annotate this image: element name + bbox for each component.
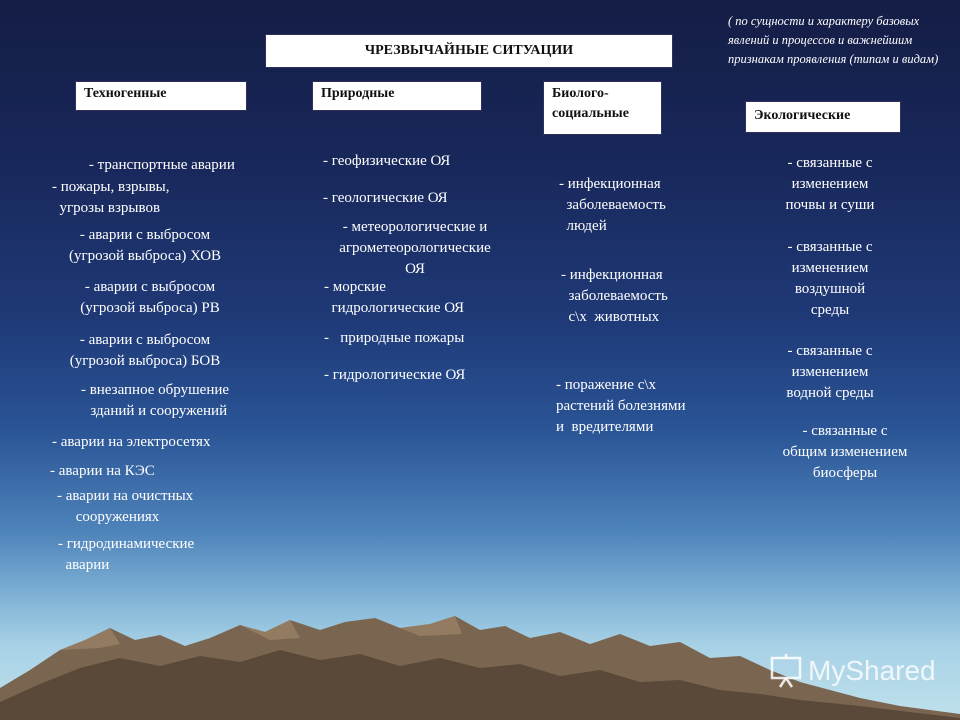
ecological-item: - связанные с изменением воздушной среды: [787, 239, 873, 318]
technogenic-item: - аварии с выбросом (угрозой выброса) РВ: [80, 279, 220, 316]
category-ecological: Экологические: [745, 101, 901, 133]
natural-item: - морские гидрологические ОЯ: [324, 279, 464, 316]
natural-item: - гидрологические ОЯ: [324, 367, 466, 383]
technogenic-item: - аварии на КЭС: [50, 463, 155, 479]
technogenic-item: - внезапное обрушение зданий и сооружений: [80, 382, 230, 419]
ecological-item: - связанные с изменением водной среды: [786, 343, 874, 401]
category-technogenic: Техногенные: [75, 81, 247, 111]
watermark: [770, 654, 936, 688]
technogenic-item: - пожары, взрывы, угрозы взрывов: [52, 179, 170, 216]
ecological-item: - связанные с общим изменением биосферы: [782, 423, 908, 481]
watermark-text: MyShared: [808, 655, 936, 686]
technogenic-item: - аварии на электросетях: [52, 434, 211, 450]
classification-note: ( по сущности и характеру базовых явлений и процессов и важнейшим признакам проявления (типам и видам): [728, 14, 939, 66]
natural-item: - природные пожары: [324, 330, 465, 346]
natural-item: - геофизические ОЯ: [323, 153, 451, 169]
biosocial-item: - инфекционная заболеваемость людей: [559, 176, 666, 234]
technogenic-item: - транспортные аварии: [85, 157, 235, 173]
diagram-title: ЧРЕЗВЫЧАЙНЫЕ СИТУАЦИИ: [265, 34, 673, 68]
natural-item: - метеорологические и агрометеорологические ОЯ: [339, 219, 491, 277]
category-biosocial: Биолого- социальные: [543, 81, 662, 135]
category-natural: Природные: [312, 81, 482, 111]
natural-item: - геологические ОЯ: [323, 190, 448, 206]
biosocial-item: - инфекционная заболеваемость с\х животных: [561, 267, 668, 325]
technogenic-item: - аварии на очистных сооружениях: [57, 488, 194, 525]
biosocial-item: - поражение с\х растений болезнями и вредителями: [556, 377, 686, 435]
technogenic-item: - аварии с выбросом (угрозой выброса) ХОВ: [68, 227, 222, 264]
technogenic-item: - гидродинамические аварии: [58, 536, 195, 573]
slideshow-icon: [770, 654, 802, 688]
ecological-item: - связанные с изменением почвы и суши: [785, 155, 875, 213]
technogenic-item: - аварии с выбросом (угрозой выброса) БОВ: [69, 332, 221, 369]
